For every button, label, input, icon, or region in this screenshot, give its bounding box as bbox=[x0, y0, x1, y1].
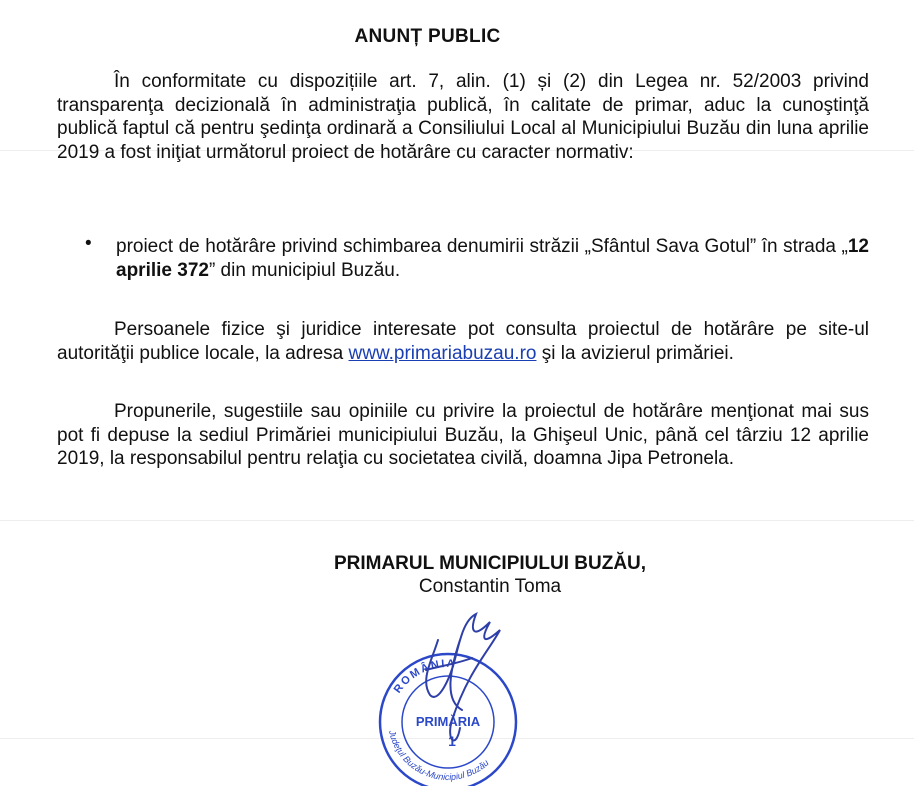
paragraph-proposals: Propunerile, sugestiile sau opiniile cu privire la proiectul de hotărâre menţionat mai sus pot fi depuse la sediul Primăriei municipiului Buzău, la Ghişeul Unic, până cel târziu 12 aprilie 2019, la responsabilul pentru relaţia cu societatea civilă, doamna Jipa Petronela. bbox=[57, 401, 869, 469]
bullet-marker: • bbox=[85, 233, 92, 254]
consultation-text-before: Persoanele fizice şi juridice interesate pot consulta proiectul de hotărâre pe site-ul autorităţii publice locale, la adresa bbox=[57, 319, 869, 364]
stamp-number: 1 bbox=[448, 733, 456, 749]
paragraph-consultation bbox=[57, 318, 869, 365]
signature-name: Constantin Toma bbox=[418, 576, 562, 597]
bullet-item-project bbox=[116, 235, 869, 282]
stamp-top-text: ROMÂNIA bbox=[391, 657, 457, 696]
bullet-text-before: proiect de hotărâre privind schimbarea denumirii străzii „Sfântul Sava Gotul” în strada „ bbox=[116, 236, 848, 257]
signature-title: PRIMARUL MUNICIPIULUI BUZĂU, bbox=[333, 553, 647, 574]
bullet-text-after: ” din municipiul Buzău. bbox=[208, 259, 401, 281]
scan-line bbox=[0, 520, 914, 521]
official-stamp bbox=[360, 600, 530, 786]
bullet-text-bold: 12 aprilie 372 bbox=[116, 236, 869, 281]
document-title: ANUNȚ PUBLIC bbox=[354, 26, 501, 47]
paragraph-legal-basis: În conformitate cu dispozițiile art. 7, alin. (1) și (2) din Legea nr. 52/2003 privind transparenţa decizională în administraţia publică, în calitate de primar, aduc la cunoştinţă publică faptul că pentru şedinţa ordinară a Consiliului Local al Municipiului Buzău din luna aprilie 2019 a fost iniţiat următorul proiect de hotărâre cu caracter normativ: bbox=[57, 71, 869, 163]
stamp-bottom-text: Judeţul Buzău-Municipiul Buzău bbox=[387, 729, 491, 783]
website-link[interactable]: www.primariabuzau.ro bbox=[348, 342, 537, 364]
stamp-center-text: PRIMĂRIA bbox=[415, 714, 481, 729]
consultation-text-after: şi la avizierul primăriei. bbox=[536, 342, 734, 364]
